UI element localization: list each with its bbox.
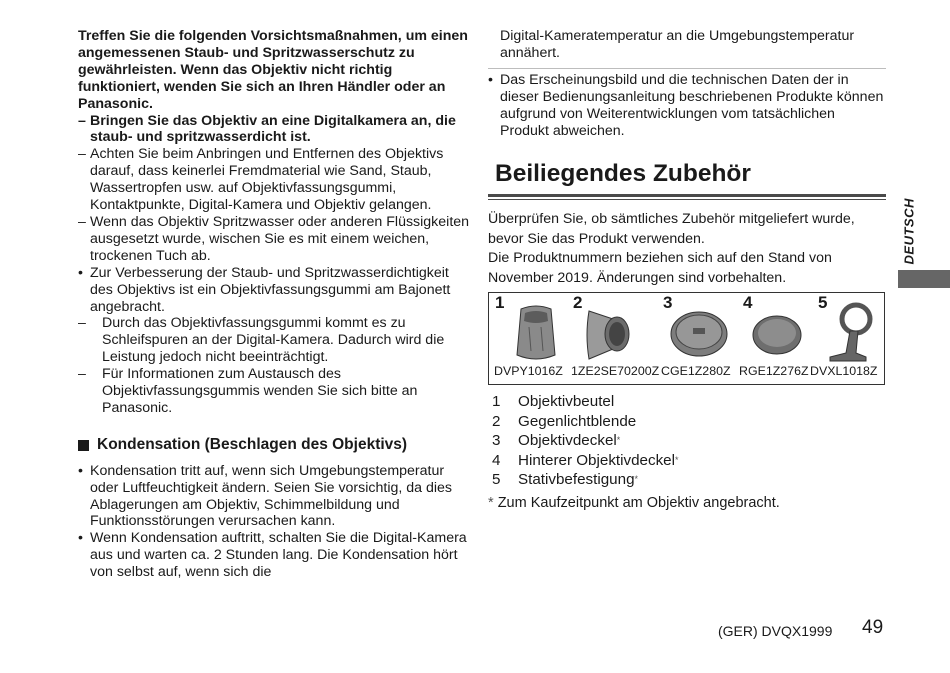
precaution-item bbox=[78, 214, 470, 265]
condensation-heading-text: Kondensation (Beschlagen des Objektivs) bbox=[97, 435, 408, 453]
bullet-text: Kondensation tritt auf, wenn sich Umgebungstemperatur oder Luftfeuchtigkeit ändern. Seien Sie vorsichtig, da dies Ablagerungen am Objektiv, Schimmelbildung und Funktionsstörungen verursachen kann. bbox=[90, 462, 453, 530]
bullet-text: Wenn Kondensation auftritt, schalten Sie die Digital-Kamera aus und warten ca. 2 Stunden lang. Die Kondensation hört von selbst auf, wenn sich die bbox=[90, 530, 467, 581]
bullet-item bbox=[488, 72, 886, 140]
precaution-item bbox=[78, 113, 470, 147]
accessory-code: RGE1Z276Z bbox=[739, 364, 809, 379]
bullet-item bbox=[78, 530, 470, 581]
sub-item bbox=[78, 366, 470, 417]
list-label: Objektivbeutel bbox=[518, 393, 615, 410]
accessory-5 bbox=[812, 293, 884, 384]
dash-symbol: – bbox=[78, 112, 86, 129]
precaution-text: Wenn das Objektiv Spritzwasser oder anderen Flüssigkeiten ausgesetzt wurde, wischen Sie es mit einem weichen, trockenen Tuch ab. bbox=[90, 213, 470, 264]
square-bullet-icon bbox=[78, 440, 89, 451]
accessory-2 bbox=[567, 293, 660, 384]
dash-symbol: – bbox=[78, 315, 86, 332]
continued-text: Digital-Kameratemperatur an die Umgebungstemperatur annähert. bbox=[500, 28, 855, 61]
accessory-4 bbox=[737, 293, 812, 384]
list-item bbox=[492, 412, 882, 432]
sub-item bbox=[78, 315, 470, 366]
list-number: 1 bbox=[492, 393, 501, 410]
language-tab bbox=[898, 270, 950, 288]
dash-symbol: – bbox=[78, 366, 86, 383]
accessory-code: DVPY1016Z bbox=[494, 364, 563, 379]
tripod-mount-icon bbox=[826, 301, 876, 363]
bullet-symbol: • bbox=[78, 530, 83, 547]
precaution-text: Achten Sie beim Anbringen und Entfernen des Objektivs darauf, dass keinerlei Fremdmaterial wie Sand, Staub, Wassertropfen usw. auf Objektivfassungsgummi, Kontaktpunkte, Digital-Kamera und Objektiv gelangen. bbox=[90, 146, 444, 214]
sub-item-text: Für Informationen zum Austausch des Objektivfassungsgummis wenden Sie sich bitte an Panasonic. bbox=[102, 366, 418, 416]
list-item bbox=[492, 470, 882, 490]
heading-rule bbox=[488, 199, 886, 200]
accessory-code: 1ZE2SE70200Z bbox=[571, 364, 660, 379]
list-number: 5 bbox=[492, 471, 501, 489]
bullet-symbol: • bbox=[78, 264, 83, 281]
lens-pouch-icon bbox=[511, 301, 561, 363]
bullet-item bbox=[78, 265, 470, 417]
footnote-symbol: * bbox=[488, 495, 494, 511]
condensation-heading bbox=[78, 437, 470, 454]
precaution-item bbox=[78, 146, 470, 214]
lens-hood-icon bbox=[583, 301, 645, 363]
bullet-symbol: • bbox=[78, 462, 83, 479]
language-label: DEUTSCH bbox=[901, 198, 917, 265]
accessory-list bbox=[492, 392, 882, 490]
divider bbox=[488, 68, 886, 69]
list-number: 3 bbox=[492, 432, 501, 450]
list-number: 4 bbox=[492, 451, 501, 469]
bullet-symbol: • bbox=[488, 71, 493, 88]
paragraph-line: Überprüfen Sie, ob sämtliches Zubehör mitgeliefert wurde, bevor Sie das Produkt verwenden. bbox=[488, 211, 855, 247]
page-number: 49 bbox=[862, 617, 884, 638]
section-heading: Beiliegendes Zubehör bbox=[495, 160, 751, 188]
accessory-code: CGE1Z280Z bbox=[661, 364, 731, 379]
accessory-1 bbox=[489, 293, 567, 384]
bullet-item bbox=[78, 463, 470, 531]
footnote-mark: * bbox=[616, 435, 621, 446]
precaution-text: Bringen Sie das Objektiv an eine Digitalkamera an, die staub- und spritzwasserdicht ist. bbox=[90, 112, 456, 146]
accessory-code: DVXL1018Z bbox=[810, 364, 878, 379]
accessory-number: 3 bbox=[663, 293, 673, 312]
accessory-number: 5 bbox=[818, 293, 828, 312]
accessory-number: 4 bbox=[743, 293, 753, 312]
list-label: Objektivdeckel bbox=[518, 432, 617, 450]
list-label: Gegenlichtblende bbox=[518, 412, 637, 430]
paragraph-line: Die Produktnummern beziehen sich auf den Stand von November 2019. Änderungen sind vorbehalten. bbox=[488, 250, 832, 286]
list-number: 2 bbox=[492, 412, 501, 430]
left-column bbox=[78, 28, 470, 581]
lens-cap-icon bbox=[667, 301, 731, 363]
dash-symbol: – bbox=[78, 146, 86, 163]
bullet-text: Das Erscheinungsbild und die technischen Daten der in dieser Bedienungsanleitung beschriebenen Produkte können aufgrund von Weiterentwicklungen vom tatsächlichen Produkt abweichen. bbox=[500, 71, 884, 139]
heading-rule bbox=[488, 194, 886, 197]
right-column bbox=[488, 28, 886, 288]
document-code: (GER) DVQX1999 bbox=[718, 623, 833, 639]
list-label: Hinterer Objektivdeckel bbox=[518, 451, 675, 469]
intro-paragraph: Treffen Sie die folgenden Vorsichtsmaßnahmen, um einen angemessenen Staub- und Spritzwasserschutz zu gewährleisten. Wenn das Objektiv nicht richtig funktioniert, wenden Sie sich an Ihren Händler oder an Panasonic. bbox=[78, 28, 468, 112]
sub-item-text: Durch das Objektivfassungsgummi kommt es zu Schleifspuren an der Digital-Kamera. Dadurch wird die Leistung jedoch nicht beeinträchtigt. bbox=[102, 315, 445, 366]
footnote-mark: * bbox=[675, 454, 679, 465]
list-item bbox=[492, 392, 882, 412]
paragraph bbox=[488, 210, 886, 288]
footnote-text: Zum Kaufzeitpunkt am Objektiv angebracht. bbox=[497, 495, 780, 511]
accessory-3 bbox=[657, 293, 737, 384]
dash-symbol: – bbox=[78, 213, 86, 230]
footnote-mark: * bbox=[634, 474, 639, 485]
bullet-text: Zur Verbesserung der Staub- und Spritzwasserdichtigkeit des Objektivs ist ein Objektivfassungsgummi am Bajonett angebracht. bbox=[90, 264, 451, 315]
accessories-figure bbox=[488, 292, 885, 385]
footnote bbox=[488, 495, 780, 512]
accessory-number: 2 bbox=[573, 293, 583, 312]
rear-cap-icon bbox=[749, 301, 805, 363]
list-label: Stativbefestigung bbox=[518, 471, 635, 489]
accessory-number: 1 bbox=[495, 293, 505, 312]
list-item bbox=[492, 431, 882, 451]
list-item bbox=[492, 451, 882, 471]
